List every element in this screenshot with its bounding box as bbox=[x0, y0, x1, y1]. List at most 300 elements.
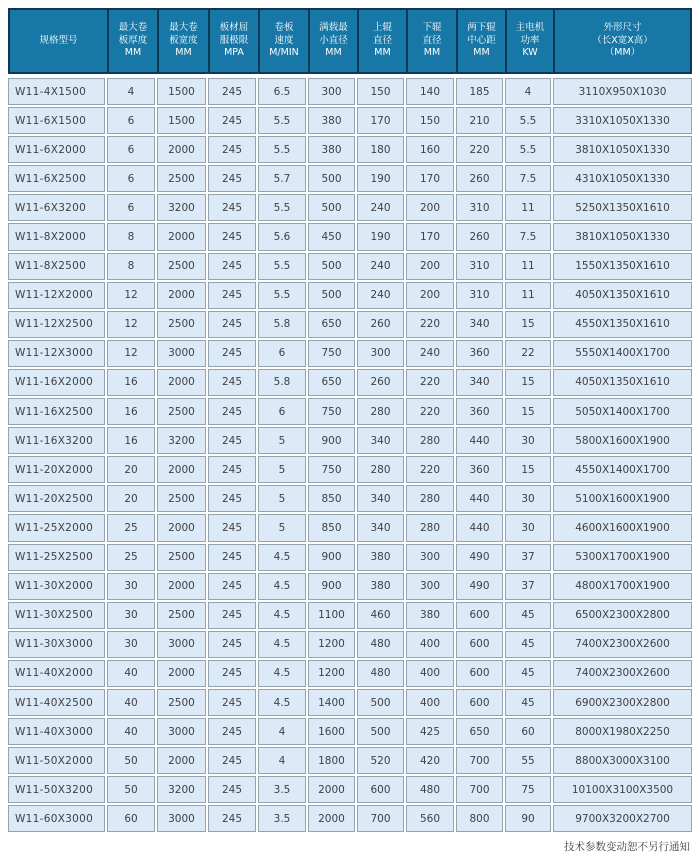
value-cell: 5.5 bbox=[505, 136, 551, 163]
value-cell: 500 bbox=[308, 165, 355, 192]
footer-note: 技术参数变动恕不另行通知 bbox=[564, 841, 690, 854]
model-cell: W11-8X2500 bbox=[8, 253, 105, 280]
model-cell: W11-30X3000 bbox=[8, 631, 105, 658]
column-header-center-dist bbox=[458, 10, 505, 72]
value-cell: 245 bbox=[208, 282, 256, 309]
value-cell: 3810X1050X1330 bbox=[553, 136, 692, 163]
value-cell: 8000X1980X2250 bbox=[553, 718, 692, 745]
value-cell: 220 bbox=[406, 311, 454, 338]
value-cell: 5 bbox=[258, 456, 306, 483]
value-cell: 180 bbox=[357, 136, 404, 163]
value-cell: 2500 bbox=[157, 398, 206, 425]
model-cell: W11-40X2000 bbox=[8, 660, 105, 687]
model-cell: W11-50X3200 bbox=[8, 776, 105, 803]
value-cell: 4 bbox=[107, 78, 155, 105]
value-cell: 170 bbox=[406, 223, 454, 250]
value-cell: 5.6 bbox=[258, 223, 306, 250]
value-cell: 520 bbox=[357, 747, 404, 774]
value-cell: 60 bbox=[505, 718, 551, 745]
value-cell: 600 bbox=[456, 631, 503, 658]
value-cell: 140 bbox=[406, 78, 454, 105]
value-cell: 4 bbox=[505, 78, 551, 105]
value-cell: 260 bbox=[456, 165, 503, 192]
column-header-motor-power bbox=[507, 10, 553, 72]
value-cell: 8 bbox=[107, 223, 155, 250]
value-cell: 25 bbox=[107, 514, 155, 541]
value-cell: 5.5 bbox=[258, 107, 306, 134]
value-cell: 210 bbox=[456, 107, 503, 134]
value-cell: 280 bbox=[406, 485, 454, 512]
value-cell: 490 bbox=[456, 573, 503, 600]
value-cell: 16 bbox=[107, 427, 155, 454]
value-cell: 600 bbox=[456, 602, 503, 629]
value-cell: 5.5 bbox=[505, 107, 551, 134]
value-cell: 245 bbox=[208, 689, 256, 716]
value-cell: 245 bbox=[208, 427, 256, 454]
value-cell: 440 bbox=[456, 427, 503, 454]
value-cell: 3000 bbox=[157, 718, 206, 745]
value-cell: 1600 bbox=[308, 718, 355, 745]
value-cell: 185 bbox=[456, 78, 503, 105]
value-cell: 2000 bbox=[157, 747, 206, 774]
value-cell: 310 bbox=[456, 282, 503, 309]
value-cell: 50 bbox=[107, 776, 155, 803]
value-cell: 12 bbox=[107, 282, 155, 309]
value-cell: 5300X1700X1900 bbox=[553, 544, 692, 571]
model-cell: W11-30X2500 bbox=[8, 602, 105, 629]
value-cell: 30 bbox=[107, 631, 155, 658]
value-cell: 7.5 bbox=[505, 223, 551, 250]
value-cell: 5050X1400X1700 bbox=[553, 398, 692, 425]
value-cell: 750 bbox=[308, 456, 355, 483]
value-cell: 4550X1350X1610 bbox=[553, 311, 692, 338]
table-body bbox=[8, 78, 692, 832]
value-cell: 2000 bbox=[157, 136, 206, 163]
value-cell: 245 bbox=[208, 311, 256, 338]
value-cell: 850 bbox=[308, 485, 355, 512]
value-cell: 5.8 bbox=[258, 369, 306, 396]
value-cell: 650 bbox=[308, 369, 355, 396]
value-cell: 200 bbox=[406, 282, 454, 309]
model-cell: W11-6X3200 bbox=[8, 194, 105, 221]
value-cell: 4.5 bbox=[258, 573, 306, 600]
value-cell: 5550X1400X1700 bbox=[553, 340, 692, 367]
value-cell: 4050X1350X1610 bbox=[553, 369, 692, 396]
value-cell: 245 bbox=[208, 544, 256, 571]
value-cell: 6.5 bbox=[258, 78, 306, 105]
value-cell: 16 bbox=[107, 369, 155, 396]
value-cell: 5800X1600X1900 bbox=[553, 427, 692, 454]
value-cell: 15 bbox=[505, 456, 551, 483]
value-cell: 1500 bbox=[157, 78, 206, 105]
value-cell: 170 bbox=[406, 165, 454, 192]
value-cell: 240 bbox=[357, 282, 404, 309]
value-cell: 425 bbox=[406, 718, 454, 745]
value-cell: 2500 bbox=[157, 485, 206, 512]
value-cell: 5.7 bbox=[258, 165, 306, 192]
column-header-label: 下辊 直径 MM bbox=[422, 22, 442, 59]
value-cell: 500 bbox=[308, 282, 355, 309]
column-header-label: 主电机 功率 KW bbox=[515, 22, 545, 59]
value-cell: 600 bbox=[456, 660, 503, 687]
value-cell: 380 bbox=[406, 602, 454, 629]
value-cell: 245 bbox=[208, 776, 256, 803]
value-cell: 2000 bbox=[157, 660, 206, 687]
value-cell: 5.5 bbox=[258, 282, 306, 309]
value-cell: 1200 bbox=[308, 631, 355, 658]
value-cell: 37 bbox=[505, 573, 551, 600]
value-cell: 500 bbox=[308, 253, 355, 280]
value-cell: 150 bbox=[357, 78, 404, 105]
value-cell: 245 bbox=[208, 631, 256, 658]
value-cell: 560 bbox=[406, 805, 454, 832]
model-cell: W11-25X2000 bbox=[8, 514, 105, 541]
value-cell: 245 bbox=[208, 602, 256, 629]
value-cell: 2000 bbox=[157, 573, 206, 600]
value-cell: 4800X1700X1900 bbox=[553, 573, 692, 600]
value-cell: 3000 bbox=[157, 631, 206, 658]
value-cell: 420 bbox=[406, 747, 454, 774]
value-cell: 45 bbox=[505, 660, 551, 687]
value-cell: 280 bbox=[357, 398, 404, 425]
model-cell: W11-30X2000 bbox=[8, 573, 105, 600]
value-cell: 360 bbox=[456, 340, 503, 367]
column-header-label: 规格型号 bbox=[39, 34, 78, 46]
value-cell: 900 bbox=[308, 544, 355, 571]
value-cell: 400 bbox=[406, 660, 454, 687]
value-cell: 5250X1350X1610 bbox=[553, 194, 692, 221]
value-cell: 4.5 bbox=[258, 660, 306, 687]
model-cell: W11-40X3000 bbox=[8, 718, 105, 745]
value-cell: 45 bbox=[505, 602, 551, 629]
value-cell: 200 bbox=[406, 194, 454, 221]
value-cell: 3000 bbox=[157, 805, 206, 832]
column-header-min-diameter bbox=[310, 10, 357, 72]
model-cell: W11-16X3200 bbox=[8, 427, 105, 454]
value-cell: 245 bbox=[208, 136, 256, 163]
value-cell: 3200 bbox=[157, 427, 206, 454]
value-cell: 2500 bbox=[157, 602, 206, 629]
value-cell: 400 bbox=[406, 689, 454, 716]
value-cell: 440 bbox=[456, 514, 503, 541]
value-cell: 650 bbox=[308, 311, 355, 338]
column-header-label: 板材屈 服极限 MPA bbox=[219, 22, 249, 59]
value-cell: 490 bbox=[456, 544, 503, 571]
model-cell: W11-20X2000 bbox=[8, 456, 105, 483]
value-cell: 45 bbox=[505, 689, 551, 716]
value-cell: 4 bbox=[258, 747, 306, 774]
value-cell: 245 bbox=[208, 456, 256, 483]
value-cell: 3.5 bbox=[258, 805, 306, 832]
value-cell: 360 bbox=[456, 456, 503, 483]
value-cell: 310 bbox=[456, 194, 503, 221]
value-cell: 16 bbox=[107, 398, 155, 425]
value-cell: 700 bbox=[456, 747, 503, 774]
value-cell: 15 bbox=[505, 398, 551, 425]
value-cell: 8 bbox=[107, 253, 155, 280]
value-cell: 30 bbox=[107, 573, 155, 600]
value-cell: 5100X1600X1900 bbox=[553, 485, 692, 512]
value-cell: 15 bbox=[505, 311, 551, 338]
value-cell: 220 bbox=[456, 136, 503, 163]
value-cell: 1550X1350X1610 bbox=[553, 253, 692, 280]
value-cell: 2500 bbox=[157, 311, 206, 338]
value-cell: 1800 bbox=[308, 747, 355, 774]
value-cell: 260 bbox=[357, 369, 404, 396]
value-cell: 340 bbox=[357, 427, 404, 454]
value-cell: 220 bbox=[406, 398, 454, 425]
value-cell: 500 bbox=[308, 194, 355, 221]
value-cell: 2000 bbox=[157, 514, 206, 541]
value-cell: 2500 bbox=[157, 253, 206, 280]
value-cell: 500 bbox=[357, 689, 404, 716]
value-cell: 4.5 bbox=[258, 689, 306, 716]
value-cell: 6900X2300X2800 bbox=[553, 689, 692, 716]
value-cell: 60 bbox=[107, 805, 155, 832]
value-cell: 75 bbox=[505, 776, 551, 803]
value-cell: 750 bbox=[308, 398, 355, 425]
value-cell: 300 bbox=[357, 340, 404, 367]
value-cell: 700 bbox=[357, 805, 404, 832]
value-cell: 50 bbox=[107, 747, 155, 774]
value-cell: 22 bbox=[505, 340, 551, 367]
value-cell: 900 bbox=[308, 573, 355, 600]
model-cell: W11-16X2000 bbox=[8, 369, 105, 396]
value-cell: 300 bbox=[308, 78, 355, 105]
value-cell: 5.5 bbox=[258, 136, 306, 163]
model-cell: W11-20X2500 bbox=[8, 485, 105, 512]
value-cell: 600 bbox=[357, 776, 404, 803]
value-cell: 245 bbox=[208, 660, 256, 687]
value-cell: 4600X1600X1900 bbox=[553, 514, 692, 541]
value-cell: 200 bbox=[406, 253, 454, 280]
value-cell: 3110X950X1030 bbox=[553, 78, 692, 105]
value-cell: 220 bbox=[406, 456, 454, 483]
value-cell: 5.5 bbox=[258, 253, 306, 280]
value-cell: 240 bbox=[357, 253, 404, 280]
value-cell: 40 bbox=[107, 689, 155, 716]
value-cell: 45 bbox=[505, 631, 551, 658]
value-cell: 6 bbox=[258, 340, 306, 367]
value-cell: 3000 bbox=[157, 340, 206, 367]
value-cell: 12 bbox=[107, 340, 155, 367]
table-header-row bbox=[8, 8, 692, 74]
value-cell: 1500 bbox=[157, 107, 206, 134]
model-cell: W11-12X2000 bbox=[8, 282, 105, 309]
value-cell: 3200 bbox=[157, 194, 206, 221]
value-cell: 11 bbox=[505, 282, 551, 309]
value-cell: 245 bbox=[208, 165, 256, 192]
value-cell: 380 bbox=[308, 107, 355, 134]
column-header-upper-roller bbox=[359, 10, 406, 72]
value-cell: 6 bbox=[107, 107, 155, 134]
model-cell: W11-60X3000 bbox=[8, 805, 105, 832]
model-cell: W11-6X2000 bbox=[8, 136, 105, 163]
column-header-lower-roller bbox=[408, 10, 456, 72]
value-cell: 160 bbox=[406, 136, 454, 163]
value-cell: 30 bbox=[107, 602, 155, 629]
value-cell: 380 bbox=[357, 544, 404, 571]
value-cell: 245 bbox=[208, 747, 256, 774]
value-cell: 480 bbox=[357, 660, 404, 687]
value-cell: 20 bbox=[107, 485, 155, 512]
column-header-label: 满载最 小直径 MM bbox=[319, 22, 348, 59]
model-cell: W11-8X2000 bbox=[8, 223, 105, 250]
value-cell: 2500 bbox=[157, 165, 206, 192]
value-cell: 280 bbox=[406, 427, 454, 454]
value-cell: 30 bbox=[505, 514, 551, 541]
value-cell: 20 bbox=[107, 456, 155, 483]
value-cell: 340 bbox=[357, 485, 404, 512]
column-header-roll-speed bbox=[260, 10, 308, 72]
value-cell: 2500 bbox=[157, 544, 206, 571]
value-cell: 380 bbox=[308, 136, 355, 163]
value-cell: 700 bbox=[456, 776, 503, 803]
value-cell: 2000 bbox=[157, 282, 206, 309]
value-cell: 900 bbox=[308, 427, 355, 454]
value-cell: 2000 bbox=[157, 223, 206, 250]
value-cell: 4.5 bbox=[258, 544, 306, 571]
model-cell: W11-6X1500 bbox=[8, 107, 105, 134]
value-cell: 5 bbox=[258, 485, 306, 512]
value-cell: 280 bbox=[406, 514, 454, 541]
value-cell: 245 bbox=[208, 253, 256, 280]
value-cell: 55 bbox=[505, 747, 551, 774]
value-cell: 1100 bbox=[308, 602, 355, 629]
value-cell: 280 bbox=[357, 456, 404, 483]
value-cell: 150 bbox=[406, 107, 454, 134]
value-cell: 5.8 bbox=[258, 311, 306, 338]
value-cell: 245 bbox=[208, 340, 256, 367]
model-cell: W11-50X2000 bbox=[8, 747, 105, 774]
value-cell: 245 bbox=[208, 514, 256, 541]
model-cell: W11-12X3000 bbox=[8, 340, 105, 367]
column-header-label: 卷板 速度 M/MIN bbox=[269, 22, 299, 59]
value-cell: 440 bbox=[456, 485, 503, 512]
value-cell: 360 bbox=[456, 398, 503, 425]
value-cell: 4 bbox=[258, 718, 306, 745]
value-cell: 190 bbox=[357, 223, 404, 250]
value-cell: 240 bbox=[357, 194, 404, 221]
column-header-label: 最大卷 板厚度 MM bbox=[118, 22, 148, 59]
value-cell: 40 bbox=[107, 660, 155, 687]
value-cell: 380 bbox=[357, 573, 404, 600]
value-cell: 500 bbox=[357, 718, 404, 745]
value-cell: 3310X1050X1330 bbox=[553, 107, 692, 134]
value-cell: 6500X2300X2800 bbox=[553, 602, 692, 629]
value-cell: 7.5 bbox=[505, 165, 551, 192]
value-cell: 400 bbox=[406, 631, 454, 658]
model-cell: W11-40X2500 bbox=[8, 689, 105, 716]
value-cell: 245 bbox=[208, 194, 256, 221]
value-cell: 245 bbox=[208, 573, 256, 600]
value-cell: 245 bbox=[208, 369, 256, 396]
column-header-label: 上辊 直径 MM bbox=[372, 22, 392, 59]
value-cell: 2000 bbox=[308, 805, 355, 832]
value-cell: 480 bbox=[406, 776, 454, 803]
value-cell: 7400X2300X2600 bbox=[553, 660, 692, 687]
value-cell: 750 bbox=[308, 340, 355, 367]
value-cell: 4050X1350X1610 bbox=[553, 282, 692, 309]
value-cell: 245 bbox=[208, 398, 256, 425]
value-cell: 245 bbox=[208, 805, 256, 832]
model-cell: W11-6X2500 bbox=[8, 165, 105, 192]
value-cell: 240 bbox=[406, 340, 454, 367]
value-cell: 9700X3200X2700 bbox=[553, 805, 692, 832]
value-cell: 6 bbox=[107, 165, 155, 192]
column-header-label: 外形尺寸 （长X宽X高） （MM） bbox=[592, 22, 653, 59]
value-cell: 1400 bbox=[308, 689, 355, 716]
value-cell: 3.5 bbox=[258, 776, 306, 803]
value-cell: 850 bbox=[308, 514, 355, 541]
value-cell: 190 bbox=[357, 165, 404, 192]
value-cell: 5 bbox=[258, 427, 306, 454]
value-cell: 1200 bbox=[308, 660, 355, 687]
value-cell: 30 bbox=[505, 485, 551, 512]
value-cell: 5 bbox=[258, 514, 306, 541]
value-cell: 2500 bbox=[157, 689, 206, 716]
value-cell: 7400X2300X2600 bbox=[553, 631, 692, 658]
value-cell: 15 bbox=[505, 369, 551, 396]
value-cell: 300 bbox=[406, 544, 454, 571]
value-cell: 245 bbox=[208, 78, 256, 105]
model-cell: W11-4X1500 bbox=[8, 78, 105, 105]
value-cell: 800 bbox=[456, 805, 503, 832]
value-cell: 11 bbox=[505, 253, 551, 280]
value-cell: 4550X1400X1700 bbox=[553, 456, 692, 483]
value-cell: 3200 bbox=[157, 776, 206, 803]
value-cell: 3810X1050X1330 bbox=[553, 223, 692, 250]
value-cell: 650 bbox=[456, 718, 503, 745]
value-cell: 245 bbox=[208, 485, 256, 512]
value-cell: 450 bbox=[308, 223, 355, 250]
value-cell: 4.5 bbox=[258, 602, 306, 629]
value-cell: 25 bbox=[107, 544, 155, 571]
value-cell: 340 bbox=[456, 311, 503, 338]
value-cell: 340 bbox=[357, 514, 404, 541]
model-cell: W11-16X2500 bbox=[8, 398, 105, 425]
column-header-yield-limit bbox=[210, 10, 258, 72]
value-cell: 2000 bbox=[308, 776, 355, 803]
value-cell: 4.5 bbox=[258, 631, 306, 658]
value-cell: 300 bbox=[406, 573, 454, 600]
value-cell: 480 bbox=[357, 631, 404, 658]
value-cell: 6 bbox=[107, 194, 155, 221]
value-cell: 90 bbox=[505, 805, 551, 832]
value-cell: 4310X1050X1330 bbox=[553, 165, 692, 192]
value-cell: 245 bbox=[208, 223, 256, 250]
value-cell: 11 bbox=[505, 194, 551, 221]
value-cell: 5.5 bbox=[258, 194, 306, 221]
column-header-label: 最大卷 板宽度 MM bbox=[169, 22, 198, 59]
value-cell: 245 bbox=[208, 107, 256, 134]
value-cell: 310 bbox=[456, 253, 503, 280]
value-cell: 340 bbox=[456, 369, 503, 396]
value-cell: 6 bbox=[258, 398, 306, 425]
value-cell: 220 bbox=[406, 369, 454, 396]
value-cell: 37 bbox=[505, 544, 551, 571]
column-header-max-thickness bbox=[109, 10, 157, 72]
value-cell: 170 bbox=[357, 107, 404, 134]
value-cell: 40 bbox=[107, 718, 155, 745]
value-cell: 30 bbox=[505, 427, 551, 454]
value-cell: 260 bbox=[456, 223, 503, 250]
value-cell: 12 bbox=[107, 311, 155, 338]
value-cell: 245 bbox=[208, 718, 256, 745]
column-header-model bbox=[10, 10, 107, 72]
value-cell: 2000 bbox=[157, 456, 206, 483]
model-cell: W11-12X2500 bbox=[8, 311, 105, 338]
